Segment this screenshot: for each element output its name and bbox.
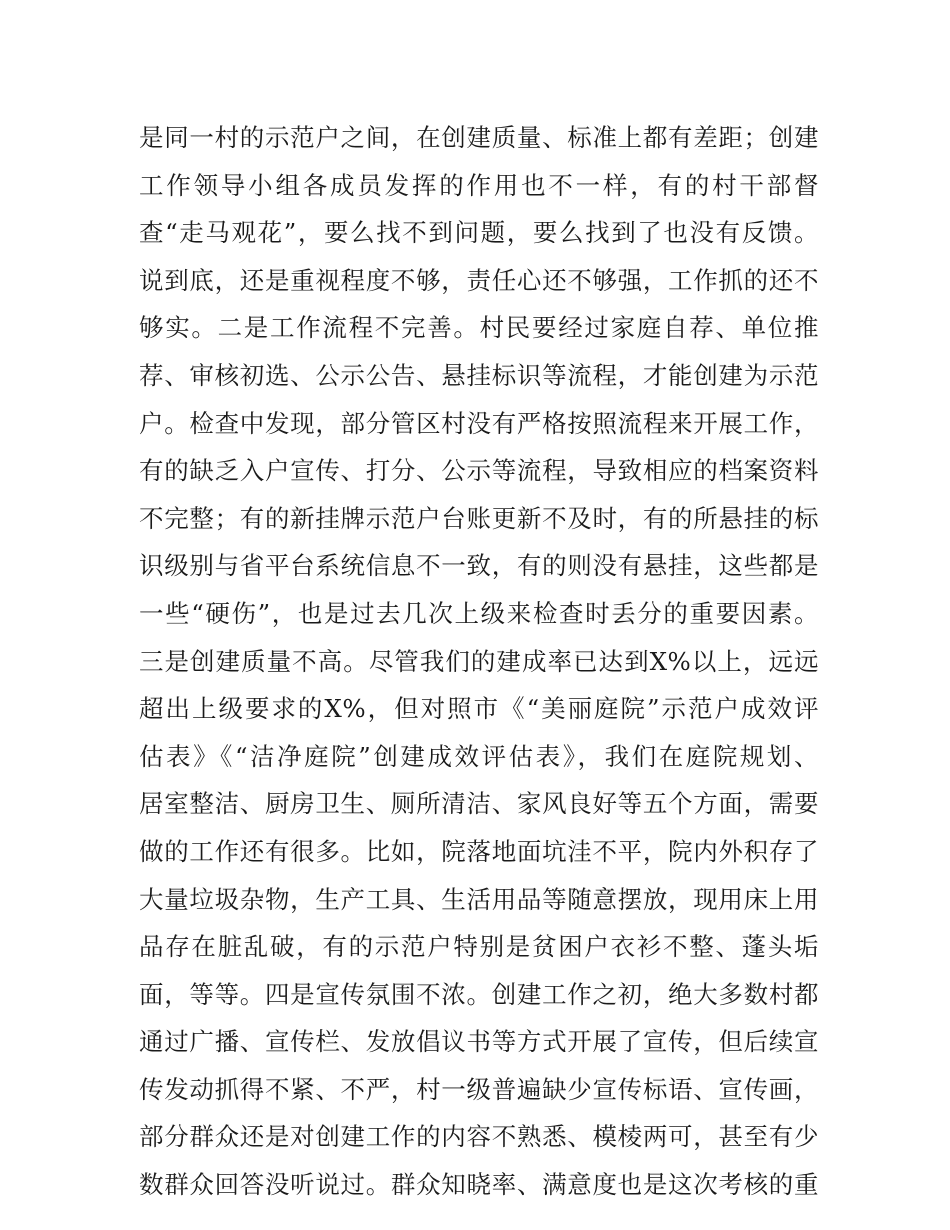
text-line: 有的缺乏入户宣传、打分、公示等流程，导致相应的档案资料 bbox=[139, 456, 819, 486]
text-line: 部分群众还是对创建工作的内容不熟悉、模棱两可，甚至有少 bbox=[139, 1122, 819, 1152]
text-line: 识级别与省平台系统信息不一致，有的则没有悬挂，这些都是 bbox=[139, 551, 819, 581]
text-line: 查“走马观花”，要么找不到问题，要么找到了也没有反馈。 bbox=[139, 218, 819, 248]
text-line: 一些“硬伤”，也是过去几次上级来检查时丢分的重要因素。 bbox=[139, 598, 819, 628]
text-line: 品存在脏乱破，有的示范户特别是贫困户衣衫不整、蓬头垢 bbox=[139, 932, 819, 962]
text-line: 做的工作还有很多。比如，院落地面坑洼不平，院内外积存了 bbox=[139, 836, 819, 866]
text-line: 通过广播、宣传栏、发放倡议书等方式开展了宣传，但后续宣 bbox=[139, 1027, 819, 1057]
text-line: 大量垃圾杂物，生产工具、生活用品等随意摆放，现用床上用 bbox=[139, 884, 819, 914]
text-line: 面，等等。四是宣传氛围不浓。创建工作之初，绝大多数村都 bbox=[139, 979, 819, 1009]
text-line: 够实。二是工作流程不完善。村民要经过家庭自荐、单位推 bbox=[139, 313, 819, 343]
text-line: 说到底，还是重视程度不够，责任心还不够强，工作抓的还不 bbox=[139, 265, 819, 295]
text-line: 数群众回答没听说过。群众知晓率、满意度也是这次考核的重 bbox=[139, 1170, 819, 1200]
text-line: 是同一村的示范户之间，在创建质量、标准上都有差距；创建 bbox=[139, 123, 819, 152]
text-line: 估表》《“洁净庭院”创建成效评估表》，我们在庭院规划、 bbox=[139, 741, 819, 771]
text-line: 荐、审核初选、公示公告、悬挂标识等流程，才能创建为示范 bbox=[139, 360, 819, 390]
text-line: 户。检查中发现，部分管区村没有严格按照流程来开展工作， bbox=[139, 408, 819, 438]
text-line: 工作领导小组各成员发挥的作用也不一样，有的村干部督 bbox=[139, 170, 819, 200]
text-line: 传发动抓得不紧、不严，村一级普遍缺少宣传标语、宣传画， bbox=[139, 1074, 819, 1104]
body-text bbox=[139, 114, 819, 1209]
text-line: 超出上级要求的X%，但对照市《“美丽庭院”示范户成效评 bbox=[139, 694, 819, 724]
text-line: 居室整洁、厨房卫生、厕所清洁、家风良好等五个方面，需要 bbox=[139, 789, 819, 819]
text-line: 三是创建质量不高。尽管我们的建成率已达到X%以上，远远 bbox=[139, 646, 819, 676]
text-line: 不完整；有的新挂牌示范户台账更新不及时，有的所悬挂的标 bbox=[139, 503, 819, 533]
